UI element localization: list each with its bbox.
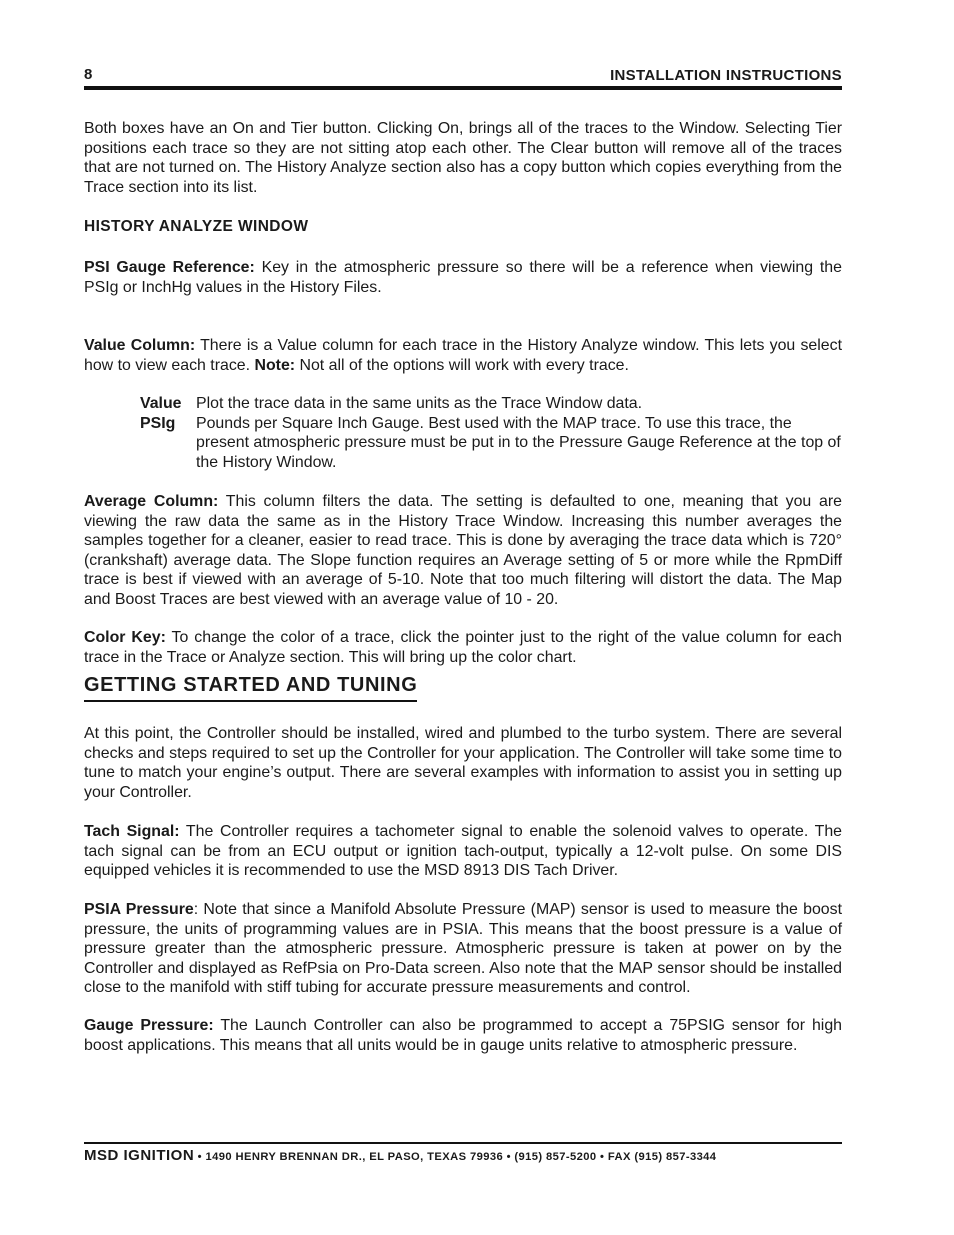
tach-signal-paragraph: Tach Signal: The Controller requires a tachometer signal to enable the solenoid valves to operate. The tach signal can be from an ECU output or ignition tach-output, typically a 12-volt pulse. On some DIS equipped vehicles it is recommended to use the MSD 8913 DIS Tach Driver. [84, 823, 842, 879]
page-number: 8 [84, 66, 93, 83]
gauge-pressure-label: Gauge Pressure: [84, 1017, 214, 1034]
psia-pressure-label: PSIA Pressure [84, 901, 194, 918]
intro-paragraph: Both boxes have an On and Tier button. Clicking On, brings all of the traces to the Window. Selecting Tier positions each trace so they are not sitting atop each other. The Clear button will remove all of the traces that are not turned on. The History Analyze section also has a copy button which copies everything from the Trace section into its list. [84, 120, 842, 196]
value-column-paragraph: Value Column: There is a Value column for each trace in the History Analyze window. This lets you select how to view each trace. Note: Not all of the options will work with every trace. [84, 337, 842, 374]
value-column-label: Value Column: [84, 337, 196, 354]
psi-gauge-reference-paragraph: PSI Gauge Reference: Key in the atmospheric pressure so there will be a reference when viewing the PSIg or InchHg values in the History Files. [84, 259, 842, 296]
history-analyze-heading: HISTORY ANALYZE WINDOW [84, 218, 309, 235]
average-column-label: Average Column: [84, 493, 219, 510]
definition-term: Value [140, 395, 182, 412]
definition-term: PSIg [140, 414, 176, 432]
page-footer [84, 1142, 842, 1165]
gauge-pressure-paragraph: Gauge Pressure: The Launch Controller can also be programmed to accept a 75PSIG sensor for high boost applications. This means that all units would be in gauge units relative to atmospheric pressure. [84, 1017, 842, 1054]
color-key-paragraph: Color Key: To change the color of a trace, click the pointer just to the right of the value column for each trace in the Trace or Analyze section. This will bring up the color chart. [84, 629, 842, 666]
definition-desc: Pounds per Square Inch Gauge. Best used with the MAP trace. To use this trace, the present atmospheric pressure must be put in to the Pressure Gauge Reference at the top of the History Window. [196, 414, 841, 471]
average-column-paragraph: Average Column: This column filters the data. The setting is defaulted to one, meaning that you are viewing the raw data the same as in the History Trace Window. Increasing this number averages the samples together for a cleaner, easier to read trace. This is done by averaging the trace data which is 720° (crankshaft) average data. The Slope function requires an Average setting of 5 or more while the RpmDiff trace is best if viewed with an average of 5-10. Note that too much filtering will distort the data. The Map and Boost Traces are best viewed with an average value of 10 - 20. [84, 493, 842, 608]
note-label: Note: [254, 356, 296, 374]
getting-started-paragraph: At this point, the Controller should be installed, wired and plumbed to the turbo system. There are several checks and steps required to set up the Controller for your application. The Controller will take some time to tune to match your engine’s output. There are several examples with information to assist you in setting up your Controller. [84, 725, 842, 801]
definition-desc: Plot the trace data in the same units as the Trace Window data. [196, 395, 643, 412]
page-header [84, 66, 842, 90]
tach-signal-label: Tach Signal: [84, 823, 180, 840]
psia-pressure-paragraph: PSIA Pressure: Note that since a Manifold Absolute Pressure (MAP) sensor is used to measure the boost pressure, the units of programming values are in PSIA. This means that the boost pressure is a value of pressure greater than the atmospheric pressure. Atmospheric pressure is taken at power on by the Controller and displayed as RefPsia on Pro-Data screen. Also note that the MAP sensor should be installed close to the manifold with stiff tubing for accurate pressure measurements and control. [84, 901, 842, 996]
psi-gauge-reference-label: PSI Gauge Reference: [84, 259, 255, 276]
definition-row [140, 414, 842, 473]
footer-brand: MSD IGNITION [84, 1147, 195, 1164]
getting-started-heading: GETTING STARTED AND TUNING [84, 674, 417, 702]
footer-address: • 1490 HENRY BRENNAN DR., EL PASO, TEXAS 79936 • (915) 857-5200 • FAX (915) 857-3344 [194, 1151, 717, 1163]
definition-row [140, 394, 842, 414]
header-title: INSTALLATION INSTRUCTIONS [610, 67, 842, 84]
value-options-list [140, 394, 842, 472]
color-key-label: Color Key: [84, 629, 166, 646]
